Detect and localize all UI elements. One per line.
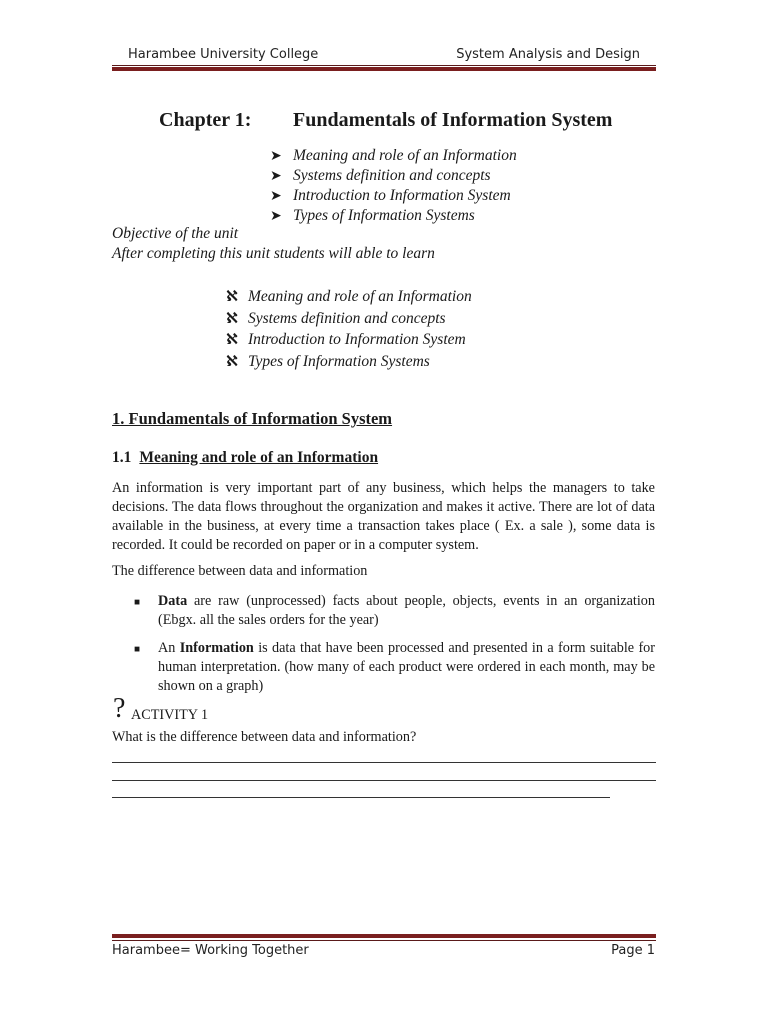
topic-text: Introduction to Information System: [293, 187, 511, 204]
topic-item: [270, 186, 517, 206]
arrowhead-icon: ➤: [270, 169, 282, 184]
chapter-number: Chapter 1:: [159, 109, 252, 131]
body-paragraph: An information is very important part of any business, which helps the managers to take decisions. The data flows throughout the organization and makes it active. There are lot of data available in the business, at every time a transaction takes place ( Ex. a sale ), some data is recorded. It could be recorded on paper or in a computer system.: [112, 480, 655, 553]
objective-intro: After completing this unit students will able to learn: [112, 245, 435, 262]
footer-rule-thick: [112, 934, 656, 938]
square-bullet-icon: ■: [134, 597, 141, 608]
page-number: Page 1: [611, 943, 655, 958]
topic-item: [270, 206, 517, 226]
learning-text: Types of Information Systems: [248, 352, 430, 370]
learning-item: [226, 286, 472, 308]
difference-intro: The difference between data and information: [112, 563, 368, 579]
learning-item: [226, 351, 472, 373]
subsection-title: Meaning and role of an Information: [139, 449, 379, 466]
bullet-text: is data that have been processed and presented in a form suitable for human interpretation. (how many of each product were ordered in each month, may be shown on a graph): [158, 640, 655, 694]
header-left: Harambee University College: [128, 47, 319, 62]
learning-text: Systems definition and concepts: [248, 309, 446, 327]
section-heading: 1. Fundamentals of Information System: [112, 409, 393, 428]
answer-line: [112, 797, 610, 798]
aleph-icon: ℵ: [226, 308, 238, 327]
learning-item: [226, 308, 472, 330]
arrowhead-icon: ➤: [270, 149, 282, 164]
header-right: System Analysis and Design: [456, 47, 640, 62]
topic-list: [270, 146, 517, 226]
bullet-data: [158, 592, 655, 630]
answer-line: [112, 762, 656, 763]
subsection-number: 1.1: [112, 449, 132, 466]
learning-text: Meaning and role of an Information: [248, 288, 472, 305]
topic-item: [270, 166, 517, 186]
topic-text: Types of Information Systems: [293, 207, 475, 224]
subsection-heading: [112, 449, 378, 467]
objective-heading: Objective of the unit: [112, 225, 239, 242]
answer-line: [112, 780, 656, 781]
bullet-information: [158, 639, 655, 696]
arrowhead-icon: ➤: [270, 209, 282, 224]
learning-item: [226, 329, 472, 351]
aleph-icon: ℵ: [226, 287, 238, 305]
bullet-prefix: An: [158, 640, 180, 656]
aleph-icon: ℵ: [226, 330, 238, 348]
activity-question: What is the difference between data and information?: [112, 729, 417, 745]
bullet-term: Information: [179, 640, 254, 656]
square-bullet-icon: ■: [134, 644, 141, 655]
question-mark-icon: ?: [113, 693, 126, 724]
bullet-term: Data: [158, 593, 188, 609]
footer-rule-thin: [112, 940, 656, 941]
topic-text: Meaning and role of an Information: [293, 147, 517, 164]
aleph-icon: ℵ: [226, 351, 238, 370]
activity-label: ACTIVITY 1: [131, 707, 209, 723]
arrowhead-icon: ➤: [270, 189, 282, 204]
learning-list: [226, 286, 472, 372]
bullet-text: are raw (unprocessed) facts about people, objects, events in an organization (Ebgx. all the sales orders for the year): [158, 593, 655, 628]
header-rule-thin: [112, 65, 656, 66]
footer-left: Harambee= Working Together: [112, 943, 309, 958]
chapter-title: Fundamentals of Information System: [293, 109, 613, 131]
header-rule-thick: [112, 67, 656, 71]
learning-text: Introduction to Information System: [248, 331, 466, 348]
topic-text: Systems definition and concepts: [293, 167, 491, 184]
topic-item: [270, 146, 517, 166]
